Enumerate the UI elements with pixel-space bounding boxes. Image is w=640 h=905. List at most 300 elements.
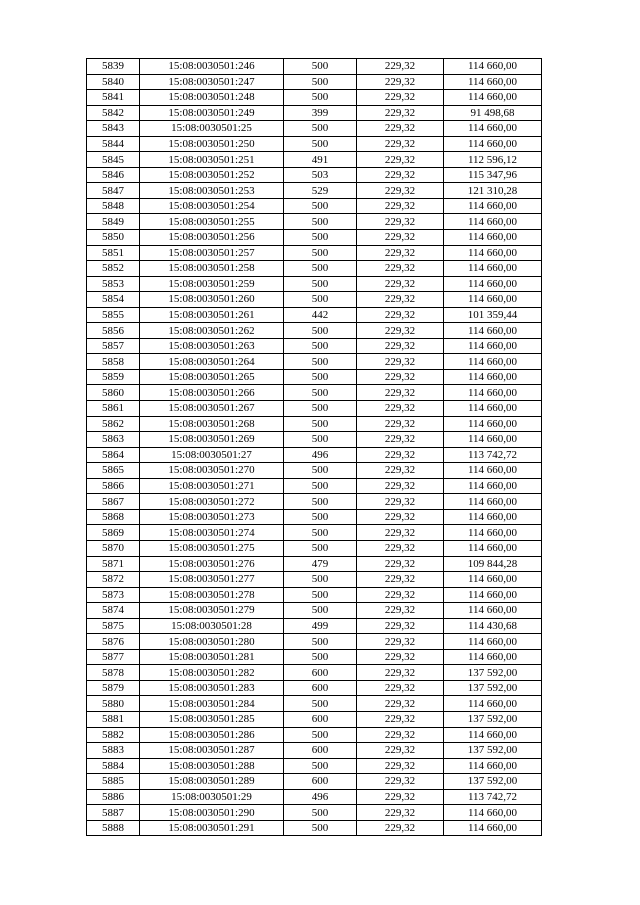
row-number-cell: 5843 bbox=[87, 121, 140, 137]
cadastral-number-cell: 15:08:0030501:248 bbox=[140, 90, 284, 106]
row-number-cell: 5849 bbox=[87, 214, 140, 230]
rate-cell: 229,32 bbox=[357, 556, 444, 572]
amount-cell: 137 592,00 bbox=[444, 665, 542, 681]
amount-cell: 114 660,00 bbox=[444, 525, 542, 541]
rate-cell: 229,32 bbox=[357, 572, 444, 588]
table-row bbox=[87, 494, 542, 510]
area-cell: 442 bbox=[284, 307, 357, 323]
area-cell: 500 bbox=[284, 478, 357, 494]
cadastral-number-cell: 15:08:0030501:259 bbox=[140, 276, 284, 292]
rate-cell: 229,32 bbox=[357, 74, 444, 90]
row-number-cell: 5860 bbox=[87, 385, 140, 401]
table-row bbox=[87, 121, 542, 137]
row-number-cell: 5867 bbox=[87, 494, 140, 510]
area-cell: 500 bbox=[284, 59, 357, 75]
table-row bbox=[87, 354, 542, 370]
rate-cell: 229,32 bbox=[357, 198, 444, 214]
amount-cell: 114 660,00 bbox=[444, 292, 542, 308]
rate-cell: 229,32 bbox=[357, 338, 444, 354]
area-cell: 500 bbox=[284, 369, 357, 385]
area-cell: 500 bbox=[284, 416, 357, 432]
cadastral-number-cell: 15:08:0030501:253 bbox=[140, 183, 284, 199]
table-row bbox=[87, 59, 542, 75]
amount-cell: 114 660,00 bbox=[444, 696, 542, 712]
cadastral-number-cell: 15:08:0030501:283 bbox=[140, 680, 284, 696]
table-row bbox=[87, 276, 542, 292]
table-row bbox=[87, 292, 542, 308]
rate-cell: 229,32 bbox=[357, 820, 444, 836]
area-cell: 500 bbox=[284, 463, 357, 479]
row-number-cell: 5882 bbox=[87, 727, 140, 743]
rate-cell: 229,32 bbox=[357, 789, 444, 805]
cadastral-number-cell: 15:08:0030501:255 bbox=[140, 214, 284, 230]
table-row bbox=[87, 323, 542, 339]
amount-cell: 137 592,00 bbox=[444, 680, 542, 696]
cadastral-number-cell: 15:08:0030501:267 bbox=[140, 401, 284, 417]
area-cell: 500 bbox=[284, 245, 357, 261]
cadastral-number-cell: 15:08:0030501:274 bbox=[140, 525, 284, 541]
row-number-cell: 5862 bbox=[87, 416, 140, 432]
amount-cell: 114 660,00 bbox=[444, 416, 542, 432]
rate-cell: 229,32 bbox=[357, 214, 444, 230]
area-cell: 500 bbox=[284, 634, 357, 650]
table-row bbox=[87, 447, 542, 463]
cadastral-number-cell: 15:08:0030501:249 bbox=[140, 105, 284, 121]
row-number-cell: 5871 bbox=[87, 556, 140, 572]
area-cell: 500 bbox=[284, 649, 357, 665]
rate-cell: 229,32 bbox=[357, 323, 444, 339]
area-cell: 503 bbox=[284, 167, 357, 183]
cadastral-number-cell: 15:08:0030501:27 bbox=[140, 447, 284, 463]
rate-cell: 229,32 bbox=[357, 276, 444, 292]
row-number-cell: 5847 bbox=[87, 183, 140, 199]
row-number-cell: 5888 bbox=[87, 820, 140, 836]
table-row bbox=[87, 509, 542, 525]
table-row bbox=[87, 385, 542, 401]
cadastral-number-cell: 15:08:0030501:290 bbox=[140, 805, 284, 821]
row-number-cell: 5872 bbox=[87, 572, 140, 588]
area-cell: 500 bbox=[284, 820, 357, 836]
row-number-cell: 5854 bbox=[87, 292, 140, 308]
cadastral-number-cell: 15:08:0030501:266 bbox=[140, 385, 284, 401]
amount-cell: 114 660,00 bbox=[444, 509, 542, 525]
area-cell: 600 bbox=[284, 711, 357, 727]
row-number-cell: 5852 bbox=[87, 261, 140, 277]
row-number-cell: 5880 bbox=[87, 696, 140, 712]
rate-cell: 229,32 bbox=[357, 105, 444, 121]
cadastral-number-cell: 15:08:0030501:287 bbox=[140, 743, 284, 759]
rate-cell: 229,32 bbox=[357, 727, 444, 743]
amount-cell: 114 660,00 bbox=[444, 136, 542, 152]
row-number-cell: 5869 bbox=[87, 525, 140, 541]
table-row bbox=[87, 245, 542, 261]
row-number-cell: 5877 bbox=[87, 649, 140, 665]
table-row bbox=[87, 711, 542, 727]
row-number-cell: 5876 bbox=[87, 634, 140, 650]
amount-cell: 113 742,72 bbox=[444, 789, 542, 805]
table-row bbox=[87, 634, 542, 650]
amount-cell: 114 660,00 bbox=[444, 59, 542, 75]
row-number-cell: 5842 bbox=[87, 105, 140, 121]
rate-cell: 229,32 bbox=[357, 447, 444, 463]
table-row bbox=[87, 805, 542, 821]
rate-cell: 229,32 bbox=[357, 369, 444, 385]
amount-cell: 114 660,00 bbox=[444, 820, 542, 836]
row-number-cell: 5878 bbox=[87, 665, 140, 681]
cadastral-number-cell: 15:08:0030501:250 bbox=[140, 136, 284, 152]
rate-cell: 229,32 bbox=[357, 525, 444, 541]
row-number-cell: 5839 bbox=[87, 59, 140, 75]
rate-cell: 229,32 bbox=[357, 774, 444, 790]
table-row bbox=[87, 789, 542, 805]
row-number-cell: 5866 bbox=[87, 478, 140, 494]
table-row bbox=[87, 540, 542, 556]
area-cell: 499 bbox=[284, 618, 357, 634]
amount-cell: 114 660,00 bbox=[444, 338, 542, 354]
amount-cell: 115 347,96 bbox=[444, 167, 542, 183]
amount-cell: 114 660,00 bbox=[444, 634, 542, 650]
cadastral-number-cell: 15:08:0030501:261 bbox=[140, 307, 284, 323]
amount-cell: 114 660,00 bbox=[444, 276, 542, 292]
cadastral-number-cell: 15:08:0030501:29 bbox=[140, 789, 284, 805]
table-row bbox=[87, 478, 542, 494]
row-number-cell: 5841 bbox=[87, 90, 140, 106]
row-number-cell: 5881 bbox=[87, 711, 140, 727]
table-row bbox=[87, 261, 542, 277]
row-number-cell: 5861 bbox=[87, 401, 140, 417]
cadastral-number-cell: 15:08:0030501:28 bbox=[140, 618, 284, 634]
cadastral-number-cell: 15:08:0030501:273 bbox=[140, 509, 284, 525]
row-number-cell: 5884 bbox=[87, 758, 140, 774]
area-cell: 600 bbox=[284, 680, 357, 696]
table-row bbox=[87, 587, 542, 603]
amount-cell: 114 660,00 bbox=[444, 540, 542, 556]
row-number-cell: 5855 bbox=[87, 307, 140, 323]
table-row bbox=[87, 680, 542, 696]
rate-cell: 229,32 bbox=[357, 743, 444, 759]
area-cell: 500 bbox=[284, 214, 357, 230]
table-row bbox=[87, 152, 542, 168]
area-cell: 500 bbox=[284, 540, 357, 556]
amount-cell: 114 660,00 bbox=[444, 354, 542, 370]
amount-cell: 114 660,00 bbox=[444, 587, 542, 603]
rate-cell: 229,32 bbox=[357, 696, 444, 712]
amount-cell: 114 660,00 bbox=[444, 401, 542, 417]
row-number-cell: 5845 bbox=[87, 152, 140, 168]
area-cell: 399 bbox=[284, 105, 357, 121]
amount-cell: 114 660,00 bbox=[444, 758, 542, 774]
row-number-cell: 5844 bbox=[87, 136, 140, 152]
table-row bbox=[87, 727, 542, 743]
area-cell: 500 bbox=[284, 136, 357, 152]
amount-cell: 114 660,00 bbox=[444, 572, 542, 588]
table-row bbox=[87, 230, 542, 246]
amount-cell: 114 660,00 bbox=[444, 805, 542, 821]
amount-cell: 114 660,00 bbox=[444, 230, 542, 246]
rate-cell: 229,32 bbox=[357, 59, 444, 75]
rate-cell: 229,32 bbox=[357, 634, 444, 650]
table-row bbox=[87, 167, 542, 183]
cadastral-number-cell: 15:08:0030501:269 bbox=[140, 432, 284, 448]
row-number-cell: 5875 bbox=[87, 618, 140, 634]
cadastral-number-cell: 15:08:0030501:252 bbox=[140, 167, 284, 183]
area-cell: 500 bbox=[284, 494, 357, 510]
row-number-cell: 5858 bbox=[87, 354, 140, 370]
table-row bbox=[87, 774, 542, 790]
rate-cell: 229,32 bbox=[357, 261, 444, 277]
amount-cell: 113 742,72 bbox=[444, 447, 542, 463]
area-cell: 500 bbox=[284, 525, 357, 541]
area-cell: 491 bbox=[284, 152, 357, 168]
table-row bbox=[87, 820, 542, 836]
rate-cell: 229,32 bbox=[357, 292, 444, 308]
area-cell: 500 bbox=[284, 74, 357, 90]
rate-cell: 229,32 bbox=[357, 432, 444, 448]
amount-cell: 121 310,28 bbox=[444, 183, 542, 199]
amount-cell: 137 592,00 bbox=[444, 743, 542, 759]
row-number-cell: 5846 bbox=[87, 167, 140, 183]
amount-cell: 114 660,00 bbox=[444, 121, 542, 137]
table-row bbox=[87, 696, 542, 712]
cadastral-number-cell: 15:08:0030501:276 bbox=[140, 556, 284, 572]
rate-cell: 229,32 bbox=[357, 509, 444, 525]
area-cell: 496 bbox=[284, 447, 357, 463]
table-row bbox=[87, 214, 542, 230]
area-cell: 500 bbox=[284, 758, 357, 774]
table-row bbox=[87, 369, 542, 385]
rate-cell: 229,32 bbox=[357, 603, 444, 619]
table-row bbox=[87, 572, 542, 588]
area-cell: 529 bbox=[284, 183, 357, 199]
cadastral-number-cell: 15:08:0030501:246 bbox=[140, 59, 284, 75]
table-row bbox=[87, 743, 542, 759]
rate-cell: 229,32 bbox=[357, 385, 444, 401]
rate-cell: 229,32 bbox=[357, 463, 444, 479]
area-cell: 500 bbox=[284, 261, 357, 277]
rate-cell: 229,32 bbox=[357, 711, 444, 727]
cadastral-number-cell: 15:08:0030501:278 bbox=[140, 587, 284, 603]
area-cell: 500 bbox=[284, 572, 357, 588]
cadastral-number-cell: 15:08:0030501:257 bbox=[140, 245, 284, 261]
amount-cell: 114 660,00 bbox=[444, 323, 542, 339]
table-body bbox=[87, 59, 542, 836]
rate-cell: 229,32 bbox=[357, 540, 444, 556]
area-cell: 500 bbox=[284, 587, 357, 603]
table-row bbox=[87, 338, 542, 354]
amount-cell: 114 660,00 bbox=[444, 74, 542, 90]
rate-cell: 229,32 bbox=[357, 121, 444, 137]
area-cell: 500 bbox=[284, 338, 357, 354]
rate-cell: 229,32 bbox=[357, 649, 444, 665]
rate-cell: 229,32 bbox=[357, 680, 444, 696]
cadastral-number-cell: 15:08:0030501:262 bbox=[140, 323, 284, 339]
rate-cell: 229,32 bbox=[357, 587, 444, 603]
area-cell: 500 bbox=[284, 401, 357, 417]
cadastral-number-cell: 15:08:0030501:247 bbox=[140, 74, 284, 90]
rate-cell: 229,32 bbox=[357, 354, 444, 370]
area-cell: 500 bbox=[284, 385, 357, 401]
amount-cell: 114 660,00 bbox=[444, 261, 542, 277]
cadastral-number-cell: 15:08:0030501:260 bbox=[140, 292, 284, 308]
row-number-cell: 5865 bbox=[87, 463, 140, 479]
area-cell: 500 bbox=[284, 292, 357, 308]
table-row bbox=[87, 463, 542, 479]
cadastral-number-cell: 15:08:0030501:268 bbox=[140, 416, 284, 432]
cadastral-number-cell: 15:08:0030501:275 bbox=[140, 540, 284, 556]
cadastral-number-cell: 15:08:0030501:270 bbox=[140, 463, 284, 479]
rate-cell: 229,32 bbox=[357, 758, 444, 774]
amount-cell: 114 660,00 bbox=[444, 603, 542, 619]
cadastral-number-cell: 15:08:0030501:280 bbox=[140, 634, 284, 650]
cadastral-number-cell: 15:08:0030501:282 bbox=[140, 665, 284, 681]
area-cell: 500 bbox=[284, 805, 357, 821]
area-cell: 600 bbox=[284, 743, 357, 759]
rate-cell: 229,32 bbox=[357, 152, 444, 168]
row-number-cell: 5840 bbox=[87, 74, 140, 90]
rate-cell: 229,32 bbox=[357, 805, 444, 821]
cadastral-number-cell: 15:08:0030501:279 bbox=[140, 603, 284, 619]
cadastral-number-cell: 15:08:0030501:264 bbox=[140, 354, 284, 370]
area-cell: 500 bbox=[284, 509, 357, 525]
area-cell: 500 bbox=[284, 354, 357, 370]
table-row bbox=[87, 665, 542, 681]
cadastral-number-cell: 15:08:0030501:289 bbox=[140, 774, 284, 790]
cadastral-number-cell: 15:08:0030501:285 bbox=[140, 711, 284, 727]
amount-cell: 101 359,44 bbox=[444, 307, 542, 323]
cadastral-number-cell: 15:08:0030501:258 bbox=[140, 261, 284, 277]
rate-cell: 229,32 bbox=[357, 167, 444, 183]
amount-cell: 114 660,00 bbox=[444, 245, 542, 261]
rate-cell: 229,32 bbox=[357, 478, 444, 494]
area-cell: 500 bbox=[284, 323, 357, 339]
table-row bbox=[87, 90, 542, 106]
area-cell: 500 bbox=[284, 276, 357, 292]
table-row bbox=[87, 307, 542, 323]
table-row bbox=[87, 649, 542, 665]
row-number-cell: 5883 bbox=[87, 743, 140, 759]
amount-cell: 114 660,00 bbox=[444, 198, 542, 214]
amount-cell: 114 660,00 bbox=[444, 494, 542, 510]
rate-cell: 229,32 bbox=[357, 90, 444, 106]
rate-cell: 229,32 bbox=[357, 245, 444, 261]
row-number-cell: 5859 bbox=[87, 369, 140, 385]
amount-cell: 114 660,00 bbox=[444, 432, 542, 448]
rate-cell: 229,32 bbox=[357, 401, 444, 417]
rate-cell: 229,32 bbox=[357, 183, 444, 199]
area-cell: 500 bbox=[284, 603, 357, 619]
area-cell: 600 bbox=[284, 774, 357, 790]
row-number-cell: 5874 bbox=[87, 603, 140, 619]
rate-cell: 229,32 bbox=[357, 494, 444, 510]
row-number-cell: 5887 bbox=[87, 805, 140, 821]
cadastral-number-cell: 15:08:0030501:284 bbox=[140, 696, 284, 712]
rate-cell: 229,32 bbox=[357, 618, 444, 634]
cadastral-number-cell: 15:08:0030501:281 bbox=[140, 649, 284, 665]
amount-cell: 114 660,00 bbox=[444, 649, 542, 665]
rate-cell: 229,32 bbox=[357, 416, 444, 432]
table-row bbox=[87, 432, 542, 448]
table-row bbox=[87, 525, 542, 541]
row-number-cell: 5864 bbox=[87, 447, 140, 463]
cadastral-number-cell: 15:08:0030501:254 bbox=[140, 198, 284, 214]
amount-cell: 114 430,68 bbox=[444, 618, 542, 634]
amount-cell: 91 498,68 bbox=[444, 105, 542, 121]
rate-cell: 229,32 bbox=[357, 307, 444, 323]
row-number-cell: 5885 bbox=[87, 774, 140, 790]
cadastral-number-cell: 15:08:0030501:271 bbox=[140, 478, 284, 494]
area-cell: 600 bbox=[284, 665, 357, 681]
row-number-cell: 5868 bbox=[87, 509, 140, 525]
amount-cell: 114 660,00 bbox=[444, 90, 542, 106]
table-row bbox=[87, 416, 542, 432]
amount-cell: 112 596,12 bbox=[444, 152, 542, 168]
row-number-cell: 5853 bbox=[87, 276, 140, 292]
cadastral-number-cell: 15:08:0030501:277 bbox=[140, 572, 284, 588]
row-number-cell: 5857 bbox=[87, 338, 140, 354]
row-number-cell: 5856 bbox=[87, 323, 140, 339]
table-row bbox=[87, 136, 542, 152]
land-parcel-table bbox=[86, 58, 542, 836]
row-number-cell: 5886 bbox=[87, 789, 140, 805]
cadastral-number-cell: 15:08:0030501:288 bbox=[140, 758, 284, 774]
cadastral-number-cell: 15:08:0030501:272 bbox=[140, 494, 284, 510]
table-row bbox=[87, 556, 542, 572]
area-cell: 496 bbox=[284, 789, 357, 805]
table-row bbox=[87, 401, 542, 417]
cadastral-number-cell: 15:08:0030501:263 bbox=[140, 338, 284, 354]
rate-cell: 229,32 bbox=[357, 665, 444, 681]
area-cell: 479 bbox=[284, 556, 357, 572]
area-cell: 500 bbox=[284, 230, 357, 246]
amount-cell: 114 660,00 bbox=[444, 463, 542, 479]
row-number-cell: 5848 bbox=[87, 198, 140, 214]
row-number-cell: 5873 bbox=[87, 587, 140, 603]
row-number-cell: 5850 bbox=[87, 230, 140, 246]
rate-cell: 229,32 bbox=[357, 230, 444, 246]
table-row bbox=[87, 105, 542, 121]
area-cell: 500 bbox=[284, 727, 357, 743]
cadastral-number-cell: 15:08:0030501:265 bbox=[140, 369, 284, 385]
amount-cell: 109 844,28 bbox=[444, 556, 542, 572]
row-number-cell: 5851 bbox=[87, 245, 140, 261]
cadastral-number-cell: 15:08:0030501:251 bbox=[140, 152, 284, 168]
cadastral-number-cell: 15:08:0030501:25 bbox=[140, 121, 284, 137]
table-row bbox=[87, 603, 542, 619]
area-cell: 500 bbox=[284, 121, 357, 137]
amount-cell: 137 592,00 bbox=[444, 711, 542, 727]
cadastral-number-cell: 15:08:0030501:256 bbox=[140, 230, 284, 246]
row-number-cell: 5863 bbox=[87, 432, 140, 448]
area-cell: 500 bbox=[284, 198, 357, 214]
amount-cell: 114 660,00 bbox=[444, 214, 542, 230]
cadastral-number-cell: 15:08:0030501:291 bbox=[140, 820, 284, 836]
amount-cell: 114 660,00 bbox=[444, 727, 542, 743]
table-row bbox=[87, 618, 542, 634]
amount-cell: 114 660,00 bbox=[444, 385, 542, 401]
rate-cell: 229,32 bbox=[357, 136, 444, 152]
amount-cell: 137 592,00 bbox=[444, 774, 542, 790]
table-row bbox=[87, 198, 542, 214]
area-cell: 500 bbox=[284, 696, 357, 712]
amount-cell: 114 660,00 bbox=[444, 369, 542, 385]
table-row bbox=[87, 74, 542, 90]
area-cell: 500 bbox=[284, 90, 357, 106]
row-number-cell: 5870 bbox=[87, 540, 140, 556]
row-number-cell: 5879 bbox=[87, 680, 140, 696]
area-cell: 500 bbox=[284, 432, 357, 448]
table-row bbox=[87, 758, 542, 774]
cadastral-number-cell: 15:08:0030501:286 bbox=[140, 727, 284, 743]
